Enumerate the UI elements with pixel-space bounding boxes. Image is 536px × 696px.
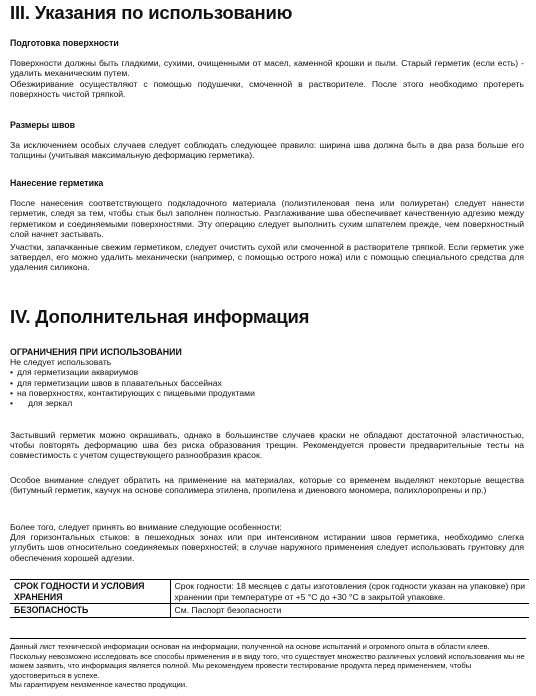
list-item: • для герметизации швов в плавательных бассейнах [10,377,222,388]
surface-prep-paragraph-2: Обезжиривание осуществляют с помощью подушечки, смоченной в растворителе. После этого необходимо протереть поверхность чистой тряпкой. [10,78,524,99]
bullet-icon: • [10,398,14,409]
safety-value: См. Паспорт безопасности [170,604,529,618]
surface-prep-block [10,38,524,99]
joint-size-heading: Размеры швов [10,120,76,130]
footer-text: Данный лист технической информации основан на информации, полученной на основе испытаний и огромного опыта в области клеев. Поскольку невозможно исследовать все способы применения и в виду того, что существует множество различных условий использования мы не можем заявить, что информация является полной. Мы рекомендуем провести тестирование продукта перед применением, чтобы удостовериться в успехе. [10,642,525,680]
limitations-heading: ОГРАНИЧЕНИЯ ПРИ ИСПОЛЬЗОВАНИИ [10,347,182,357]
safety-label: БЕЗОПАСНОСТЬ [10,604,170,618]
section-4-title: IV. Дополнительная информация [10,306,310,327]
limitations-intro: Не следует использовать [10,357,112,368]
paint-paragraph: Застывший герметик можно окрашивать, однако в большинстве случаев краски не обладают достаточной эластичностью, чтобы повторять деформацию шва без риска образования трещин. Рекомендуется провести предварительные тесты на совместимость с учетом существующего разнообразия красок. [10,430,524,461]
features-block [10,522,524,563]
materials-block [10,475,524,495]
application-block [10,178,524,273]
footer-disclaimer [10,638,526,690]
features-paragraph: Для горизонтальных стыков: в пешеходных зонах или при интенсивном истирании швов герметика, необходимо слегка углубить шов относительно соединяемых поверхностей; в случае наружного применения следует использовать грунтовку для обеспечения хорошей адгезии. [10,532,524,563]
shelf-life-table [10,579,529,618]
bullet-icon: • [10,377,14,388]
surface-prep-paragraph-1: Поверхности должны быть гладкими, сухими, очищенными от масел, каменной крошки и пыли. Старый герметик (если есть) - удалить механическим путем. [10,58,524,79]
list-item: • для зеркал [10,398,73,409]
limitations-block [10,347,524,408]
joint-size-block [10,120,524,161]
limitations-list [10,367,524,408]
list-item: • для герметизации аквариумов [10,367,139,378]
materials-paragraph: Особое внимание следует обратить на применение на материалах, которые со временем выделяют некоторые вещества (битумный герметик, каучук на основе сополимера этилена, пропилена и диенового мономера, полихлоропрены и пр.) [10,475,524,496]
table-row [10,604,529,618]
shelf-life-value: Срок годности: 18 месяцев с даты изготовления (срок годности указан на упаковке) при хранении при температуре от +5 °С до +30 °С в закрытой упаковке. [170,580,529,604]
joint-size-paragraph: За исключением особых случаев следует соблюдать следующее правило: ширина шва должна быть в два раза больше его толщины (учитывая максимальную деформацию герметика). [10,140,524,161]
footer-guarantee: Мы гарантируем неизменное качество продукции. [10,680,188,690]
list-item: • на поверхностях, контактирующих с пищевыми продуктами [10,387,255,398]
bullet-icon: • [10,387,14,398]
shelf-life-label: СРОК ГОДНОСТИ И УСЛОВИЯ ХРАНЕНИЯ [10,580,170,604]
surface-prep-heading: Подготовка поверхности [10,38,119,48]
table-row [10,580,529,604]
application-paragraph-1: После нанесения соответствующего подкладочного материала (полиэтиленовая пена или полиуретан) следует нанести герметик, следя за тем, чтобы стык был заполнен полностью. Разглаживание шва обеспечивает качественную адгезию между герметиком и соединяемыми поверхностями. Эту операцию следует выполнить сухим шпателем прежде, чем поверхностный слой начнет застывать. [10,198,524,239]
paint-block [10,430,524,461]
features-intro: Более того, следует принять во внимание следующие особенности: [10,522,282,532]
bullet-icon: • [10,367,14,378]
application-paragraph-2: Участки, запачканные свежим герметиком, следует очистить сухой или смоченной в растворителе тряпкой. Если герметик уже затвердел, его можно удалить механически (например, с помощью острого ножа) или с помощью специального средства для удаления силикона. [10,242,524,273]
application-heading: Нанесение герметика [10,178,104,188]
section-3-title: III. Указания по использованию [10,2,293,23]
